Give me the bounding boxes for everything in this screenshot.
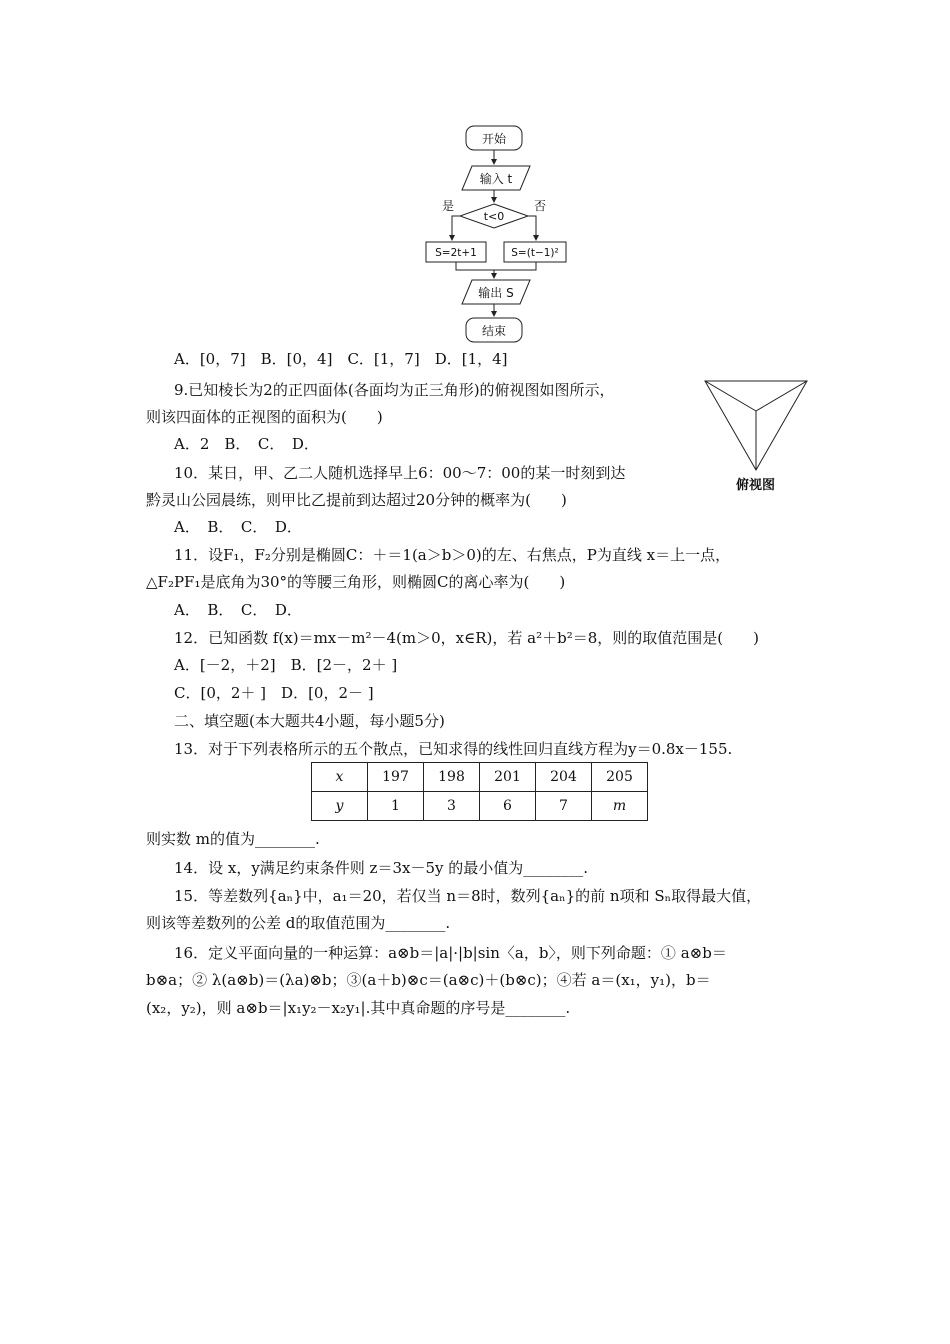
q12-options2: C．[0，2＋ ] D．[0，2－ ] bbox=[174, 684, 374, 702]
q11-options: A． B． C． D． bbox=[174, 601, 302, 619]
q11-line2: △F₂PF₁是底角为30°的等腰三角形，则椭圆C的离心率为( ) bbox=[146, 573, 566, 591]
table-cell: 198 bbox=[424, 763, 480, 792]
q12-line1: 12．已知函数 f(x)＝mx－m²－4(m＞0，x∈R)，若 a²＋b²＝8，则的取值范围是( ) bbox=[174, 629, 759, 647]
q15-line1: 15．等差数列{aₙ}中，a₁＝20，若仅当 n＝8时，数列{aₙ}的前 n项和 Sₙ取得最大值， bbox=[174, 887, 762, 905]
q14: 14．设 x，y满足约束条件则 z＝3x－5y 的最小值为________. bbox=[174, 859, 589, 877]
flow-output-text: 输出 S bbox=[478, 286, 514, 300]
table-cell: 201 bbox=[480, 763, 536, 792]
flow-end-text: 结束 bbox=[481, 324, 507, 338]
table-cell: 7 bbox=[536, 792, 592, 821]
q9-options: A．2 B． C． D． bbox=[174, 435, 319, 453]
q16-line2: b⊗a；② λ(a⊗b)＝(λa)⊗b；③(a＋b)⊗c＝(a⊗c)＋(b⊗c)；④若 a＝(x₁，y₁)，b＝ bbox=[146, 971, 711, 989]
flow-branch-yes-text: S=2t+1 bbox=[435, 247, 477, 259]
flowchart bbox=[420, 118, 570, 346]
figure-caption: 俯视图 bbox=[736, 478, 776, 493]
table-cell: m bbox=[592, 792, 648, 821]
flow-branch-no-text: S=(t−1)² bbox=[511, 247, 559, 259]
flow-condition-text: t<0 bbox=[483, 210, 505, 223]
table-cell: 6 bbox=[480, 792, 536, 821]
q9-line2: 则该四面体的正视图的面积为( ) bbox=[146, 408, 383, 426]
q10-options: A． B． C． D． bbox=[174, 518, 302, 536]
q10-line2: 黔灵山公园晨练，则甲比乙提前到达超过20分钟的概率为( ) bbox=[146, 491, 567, 509]
q16-line3: (x₂，y₂)，则 a⊗b＝|x₁y₂－x₂y₁|.其中真命题的序号是________. bbox=[146, 999, 571, 1017]
table-cell: y bbox=[312, 792, 368, 821]
flow-input-text: 输入 t bbox=[479, 172, 513, 186]
q13-line2: 则实数 m的值为________. bbox=[146, 830, 320, 848]
flow-start-text: 开始 bbox=[481, 132, 507, 146]
q13-line1: 13．对于下列表格所示的五个散点，已知求得的线性回归直线方程为y＝0.8x－155. bbox=[174, 740, 733, 758]
q10-line1: 10．某日，甲、乙二人随机选择早上6：00～7：00的某一时刻到达 bbox=[174, 464, 626, 482]
flow-no-label: 否 bbox=[533, 199, 547, 213]
section-heading: 二、填空题(本大题共4小题，每小题5分) bbox=[174, 712, 445, 730]
table-cell: 197 bbox=[368, 763, 424, 792]
flow-yes-label: 是 bbox=[441, 199, 455, 213]
q8-options: A．[0，7] B．[0，4] C．[1，7] D．[1，4] bbox=[174, 350, 508, 368]
table-cell: 1 bbox=[368, 792, 424, 821]
table-cell: 204 bbox=[536, 763, 592, 792]
table-cell: 205 bbox=[592, 763, 648, 792]
table-cell: 3 bbox=[424, 792, 480, 821]
q15-line2: 则该等差数列的公差 d的取值范围为________. bbox=[146, 914, 451, 932]
q11-line1: 11．设F₁，F₂分别是椭圆C：＋＝1(a＞b＞0)的左、右焦点，P为直线 x＝上一点， bbox=[174, 546, 731, 564]
q9-line1: 9.已知棱长为2的正四面体(各面均为正三角形)的俯视图如图所示， bbox=[174, 381, 615, 399]
q16-line1: 16．定义平面向量的一种运算：a⊗b＝|a|·|b|sin〈a，b〉，则下列命题：① a⊗b＝ bbox=[174, 944, 727, 962]
table-cell: x bbox=[312, 763, 368, 792]
scatter-table bbox=[311, 762, 648, 821]
table-row bbox=[312, 763, 648, 792]
table-row bbox=[312, 792, 648, 821]
q12-options1: A．[－2，＋2] B．[2－，2＋ ] bbox=[174, 656, 398, 674]
